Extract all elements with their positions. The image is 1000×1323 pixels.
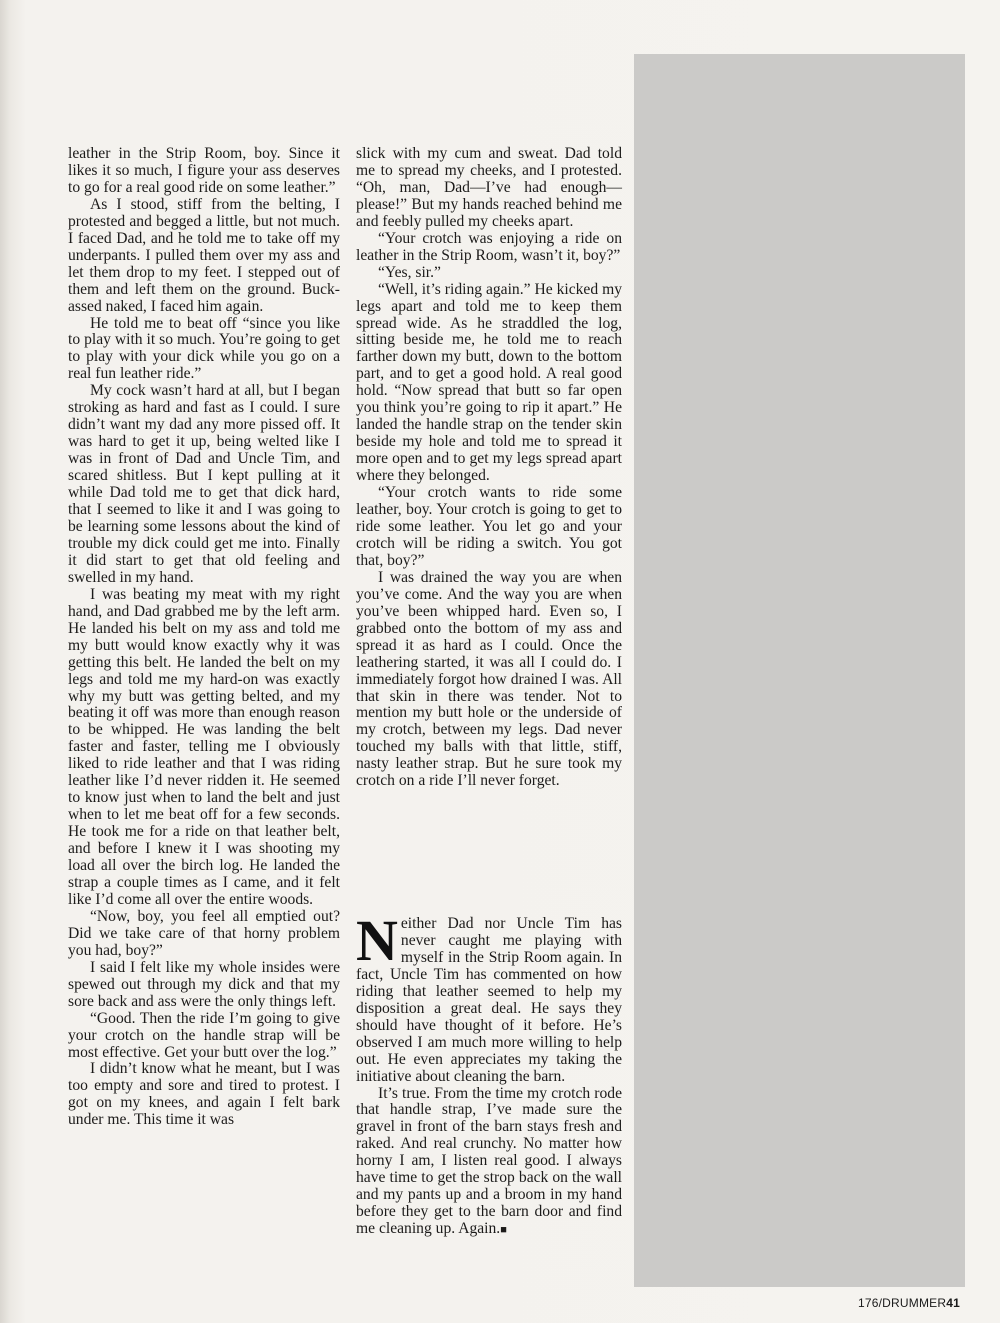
- page-folio: [858, 1296, 960, 1310]
- paragraph: “Good. Then the ride I’m going to give your crotch on the handle strap will be most effective. Get your butt over the log.”: [68, 1009, 340, 1061]
- paragraph: He told me to beat off “since you like to play with it so much. You’re going to get to play with your dick while you go on a real fun leather ride.”: [68, 314, 340, 383]
- closing-section: [356, 908, 622, 1239]
- paragraph: As I stood, stiff from the belting, I protested and begged a little, but not much. I faced Dad, and he told me to take off my underpants. I pulled them over my ass and let them drop to my feet. I stepped out of them and left them on the ground. Buck-assed naked, I faced him again.: [68, 195, 340, 315]
- image-placeholder-panel: [634, 54, 965, 1287]
- paragraph: My cock wasn’t hard at all, but I began stroking as hard and fast as I could. I sure didn’t want my dad any more pissed off. It was hard to get it up, being welted like I was in front of Dad and Uncle Tim, and scared shitless. But I kept pulling at it while Dad told me to get that dick hard, that I seemed to like it and I was going to be learning some lessons about the kind of trouble my dick could get me into. Finally it did start to get that old feeling and swelled in my hand.: [68, 382, 340, 586]
- paragraph: I was beating my meat with my right hand, and Dad grabbed me by the left arm. He landed his belt on my ass and told me my butt would know exactly why it was getting this belt. He landed the belt on my legs and told me my hard-on was exactly why my butt was getting belted, and my beating it off was more than enough reason to be whipped. He was landing the belt faster and faster, telling me I obviously liked to ride leather and that I was riding leather like I’d never ridden it. He seemed to know just when to land the belt and just when to let me beat off for a few seconds. He took me for a ride on that leather belt, and before I knew it I was shooting my load all over the birch log. He landed the strap a couple times as I came, and it felt like I’d come all over the entire woods.: [68, 585, 340, 908]
- paragraph: I was drained the way you are when you’ve come. And the way you are when you’ve been whipped hard. Even so, I grabbed onto the bottom of my ass and spread it as hard as I could. Once the leathering started, it was all I could do. I immediately forgot how drained I was. All that skin in there was tender. Not to mention my butt hole or the underside of my crotch, between my legs. Dad never touched my balls with that little, stiff, nasty leather strap. But he sure took my crotch on a ride I’ll never forget.: [356, 568, 622, 790]
- paragraph: slick with my cum and sweat. Dad told me to spread my cheeks, and I protested. “Oh, man, Dad—I’ve had enough—please!” But my hands reached behind me and feebly pulled my cheeks apart.: [356, 145, 622, 230]
- paragraph-text: either Dad nor Uncle Tim has never caught me playing with myself in the Strip Room again. In fact, Uncle Tim has commented on how riding that leather seemed to help my disposition a great deal. He says they should have thought of it before. He’s observed I am much more willing to help out. He even appreciates my taking the initiative about cleaning the barn.: [356, 915, 622, 1085]
- paragraph: [356, 1086, 622, 1240]
- paragraph: leather in the Strip Room, boy. Since it likes it so much, I figure your ass deserves to go for a real good ride on some leather.”: [68, 145, 340, 196]
- paragraph: I said I felt like my whole insides were spewed out through my dick and that my sore back and ass were the only things left.: [68, 958, 340, 1010]
- paragraph: “Your crotch was enjoying a ride on leather in the Strip Room, wasn’t it, boy?”: [356, 229, 622, 264]
- drop-cap: N: [356, 908, 398, 973]
- paragraph: “Yes, sir.”: [378, 263, 441, 281]
- paragraph: I didn’t know what he meant, but I was too empty and sore and tired to protest. I got on my knees, and again I felt bark under me. This time it was: [68, 1060, 340, 1129]
- folio-text: 176/DRUMMER: [858, 1296, 947, 1310]
- end-mark-icon: ■: [500, 1224, 507, 1237]
- paragraph: “Now, boy, you feel all emptied out? Did we take care of that horny problem you had, boy?”: [68, 907, 340, 959]
- text-column-left: [68, 146, 340, 1129]
- folio-page-number: 41: [946, 1296, 960, 1310]
- text-column-middle: [356, 146, 622, 790]
- drop-cap-paragraph: [356, 908, 622, 1086]
- paragraph: “Your crotch wants to ride some leather, boy. Your crotch is going to get to ride some leather. You let go and your crotch will be riding a switch. You got that, boy?”: [356, 484, 622, 569]
- paragraph: “Well, it’s riding again.” He kicked my legs apart and told me to keep them spread wide. As he straddled the log, sitting beside me, he told me to reach farther down my butt, down to the bottom part, and to get a good hold. A real good hold. “Now spread that butt so far open you think you’re going to rip it apart.” He landed the handle strap on the tender skin beside my hole and told me to spread it more open and to get my legs spread apart where they belonged.: [356, 280, 622, 485]
- paragraph-text: It’s true. From the time my crotch rode that handle strap, I’ve made sure the gravel in front of the barn stays fresh and raked. And real crunchy. No matter how horny I am, I listen real good. I always have time to get the strop back on the wall and my pants up and a broom in my hand before they get to the barn door and find me cleaning up. Again.: [356, 1084, 622, 1238]
